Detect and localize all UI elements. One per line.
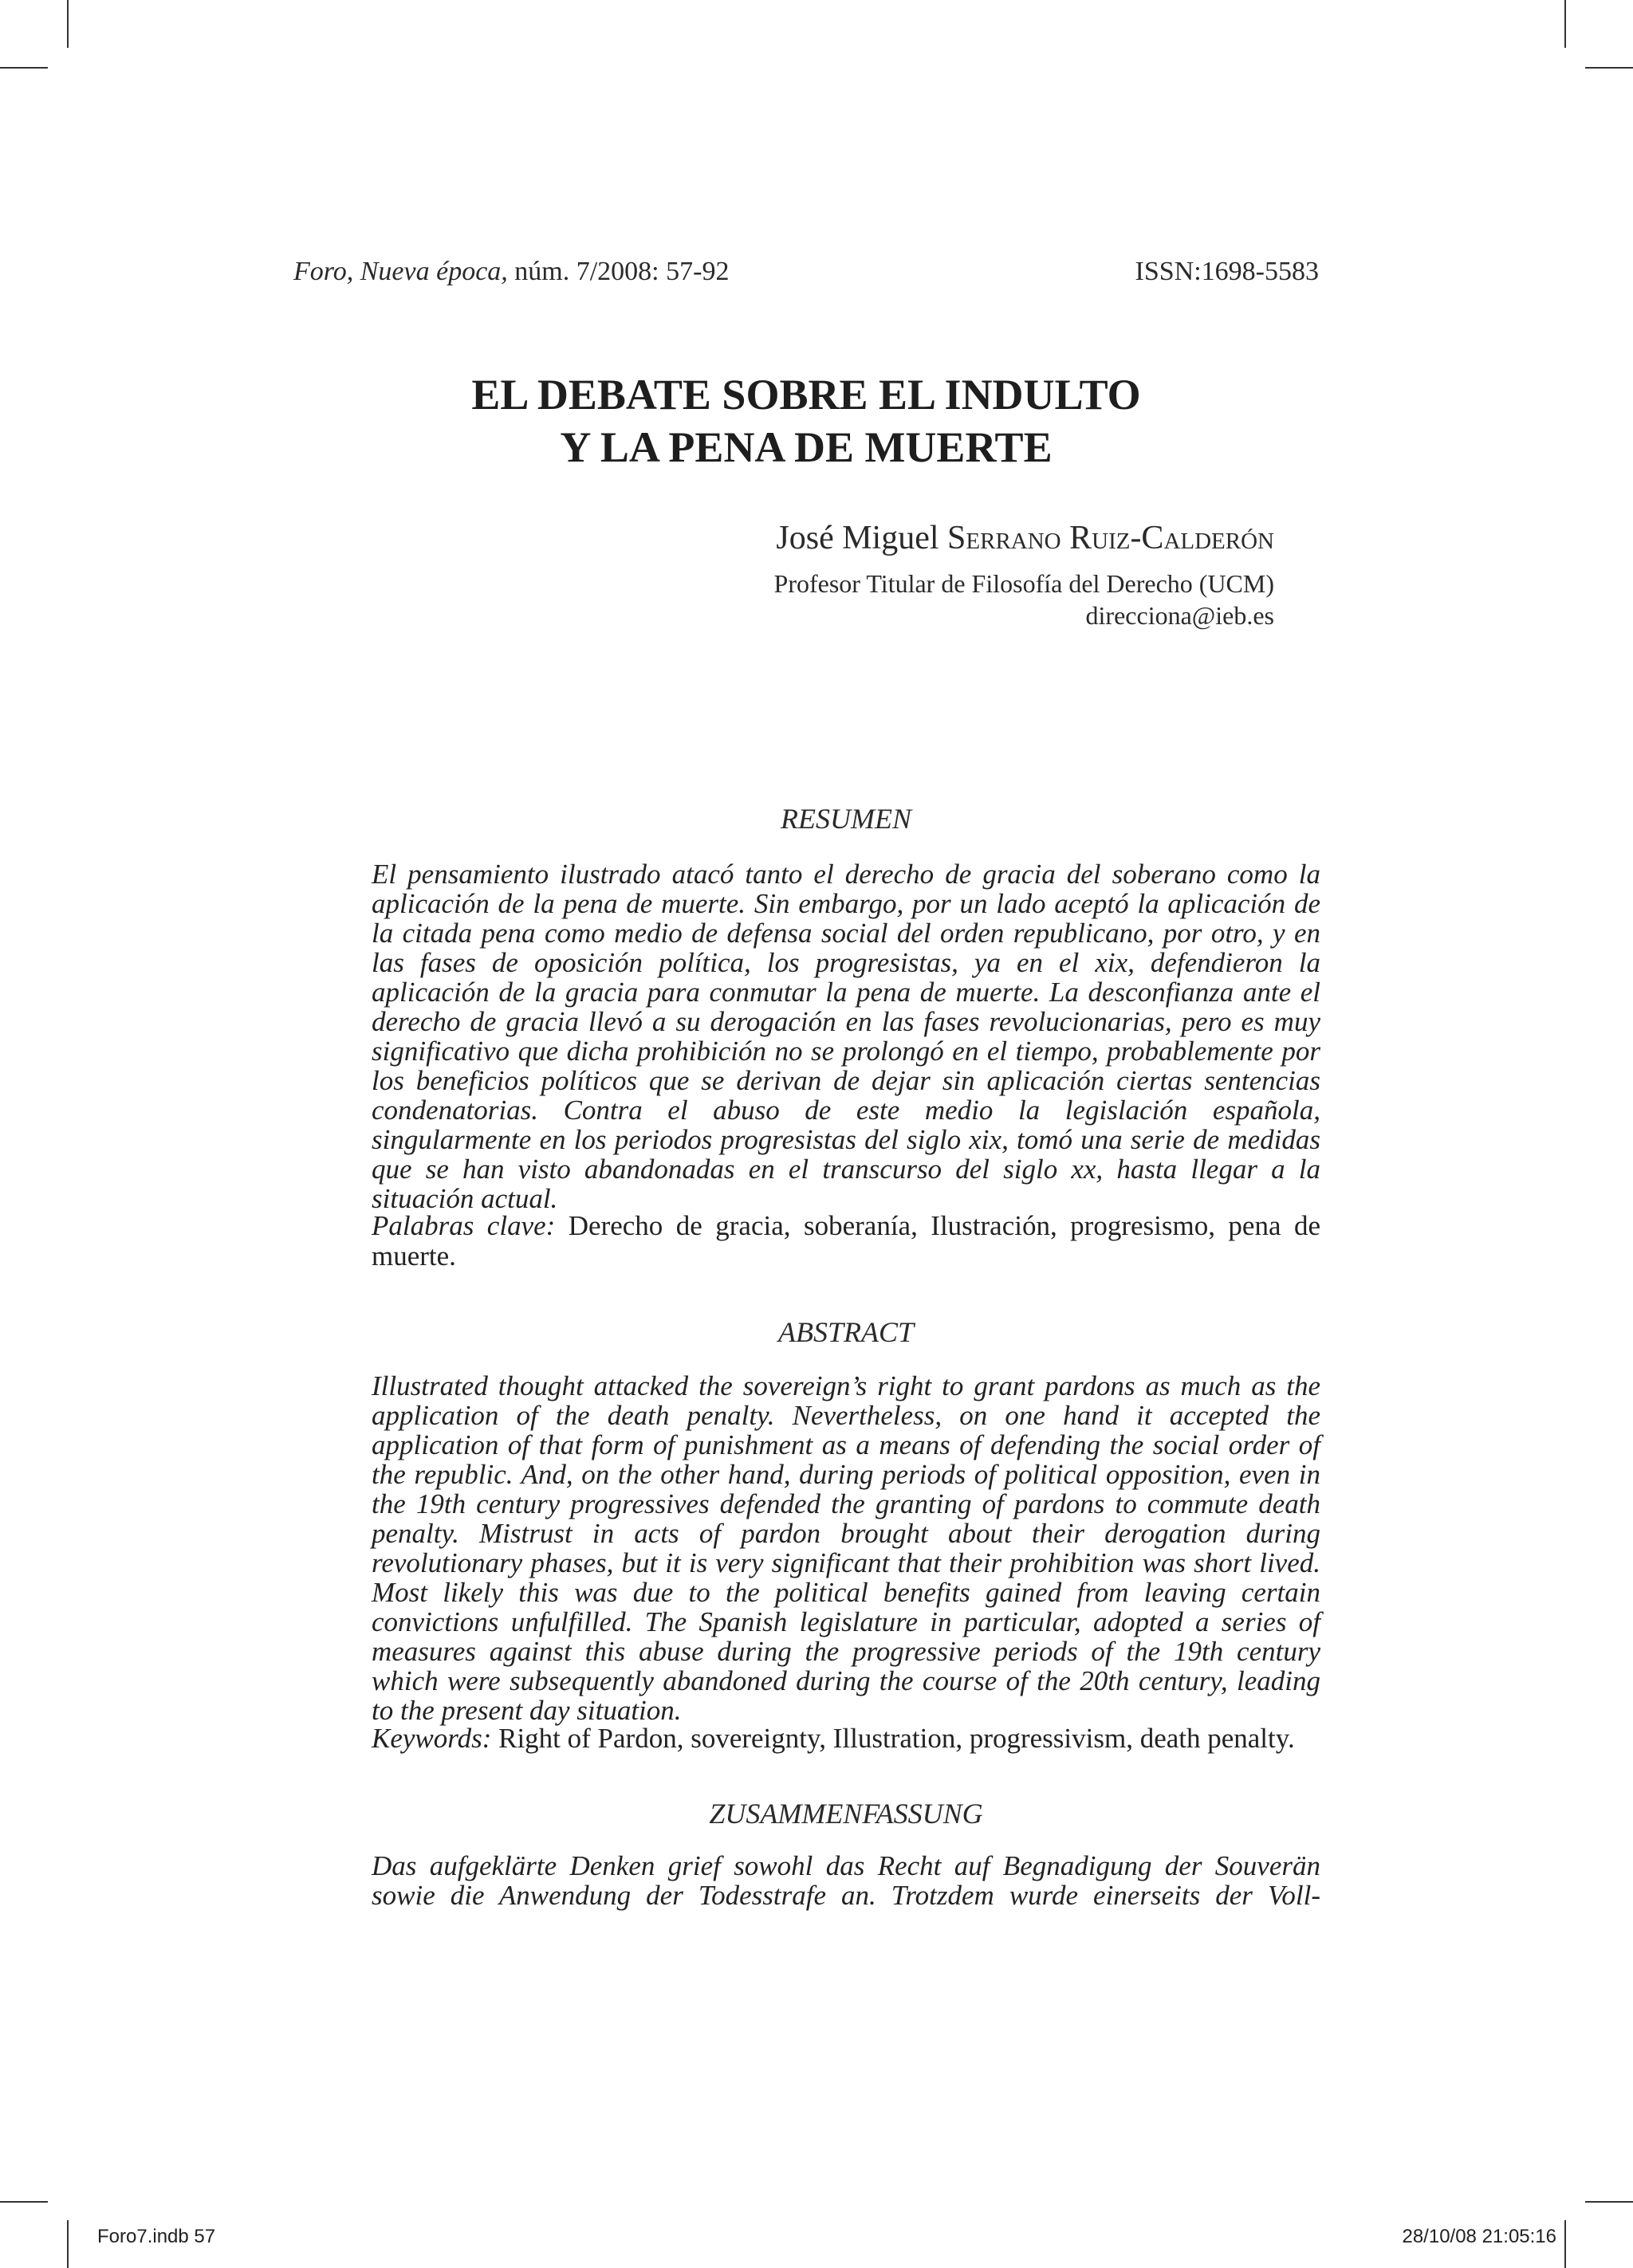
abstract-keywords-label: Keywords: — [372, 1723, 492, 1754]
crop-mark-bottom-right-h — [1585, 2201, 1633, 2203]
article-title — [293, 368, 1319, 474]
crop-mark-bottom-left-v — [67, 2220, 69, 2268]
author-given-name: José Miguel — [776, 520, 939, 556]
zusammenfassung-heading: ZUSAMMENFASSUNG — [709, 1798, 983, 1830]
crop-mark-top-left-v — [67, 0, 69, 48]
author-block — [557, 517, 1274, 631]
issn: ISSN:1698-5583 — [1135, 257, 1319, 286]
crop-mark-top-right-v — [1564, 0, 1566, 48]
abstract-heading: ABSTRACT — [777, 1316, 914, 1348]
resumen-heading: RESUMEN — [781, 803, 911, 835]
resumen-text: El pensamiento ilustrado atacó tanto el derecho de gracia del soberano como la aplicación de la pena de muerte. Sin embargo, por un lado aceptó la aplicación de la citada pena como medio de defensa social del orden republicano, por otro, y en las fases de oposición política, los progresistas, ya en el xix, defendieron la aplicación de la gracia para conmutar la pena de muerte. La desconfianza ante el derecho de gracia llevó a su derogación en las fases revolucionarias, pero es muy significativo que dicha prohibición no se prolongó en el tiempo, probablemente por los beneficios políticos que se derivan de dejar sin aplicación ciertas sentencias condenatorias. Contra el abuso de este medio la legislación española, singularmente en los periodos progresistas del siglo xix, tomó una serie de medidas que se han visto abandonadas en el transcurso del siglo xx, hasta llegar a la situación actual. — [372, 859, 1320, 1214]
running-head — [293, 257, 1319, 297]
title-line-1: EL DEBATE SOBRE EL INDULTO — [471, 371, 1141, 419]
crop-mark-bottom-right-v — [1564, 2220, 1566, 2268]
author-name — [557, 517, 1274, 560]
crop-mark-top-right-h — [1585, 67, 1633, 69]
author-email: direcciona@ieb.es — [1085, 601, 1274, 630]
abstract-keywords — [372, 1724, 1320, 1754]
zusammenfassung-text: Das aufgeklärte Denken grief sowohl das Recht auf Begnadigung der Souverän sowie die Anwendung der Todesstrafe an. Trotzdem wurde einerseits der Voll- — [372, 1850, 1320, 1911]
resumen-keywords — [372, 1211, 1320, 1272]
resumen-keywords-text: Derecho de gracia, soberanía, Ilustración, progresismo, pena de muerte. — [372, 1210, 1321, 1272]
journal-name: Foro, Nueva época, — [293, 257, 508, 286]
crop-mark-bottom-left-h — [0, 2201, 48, 2203]
abstract-keywords-text: Right of Pardon, sovereignty, Illustration, progressivism, death penalty. — [498, 1723, 1295, 1754]
journal-issue: núm. 7/2008: 57-92 — [514, 257, 730, 286]
journal-citation — [293, 257, 729, 287]
author-surname: Serrano Ruiz-Calderón — [947, 520, 1274, 556]
title-line-2: Y LA PENA DE MUERTE — [560, 423, 1053, 471]
print-slug-file: Foro7.indb 57 — [97, 2226, 216, 2247]
abstract-text: Illustrated thought attacked the sovereign’s right to grant pardons as much as the application of the death penalty. Nevertheless, on one hand it accepted the application of that form of punishment as a means of defending the social order of the republic. And, on the other hand, during periods of political opposition, even in the 19th century progressives defended the granting of pardons to commute death penalty. Mistrust in acts of pardon brought about their derogation during revolutionary phases, but it is very significant that their prohibition was short lived. Most likely this was due to the political benefits gained from leaving certain convictions unfulfilled. The Spanish legislature in particular, adopted a series of measures against this abuse during the progressive periods of the 19th century which were subsequently abandoned during the course of the 20th century, leading to the present day situation. — [372, 1370, 1320, 1726]
crop-mark-top-left-h — [0, 67, 48, 69]
resumen-keywords-label: Palabras clave: — [372, 1210, 556, 1241]
print-slug-date: 28/10/08 21:05:16 — [1402, 2226, 1556, 2247]
author-affiliation: Profesor Titular de Filosofía del Derecho (UCM) — [773, 569, 1274, 598]
